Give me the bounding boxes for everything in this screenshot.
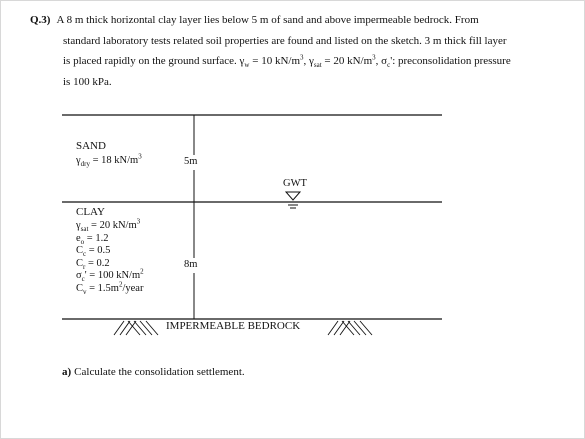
clay-preconsolidation-pressure: $\sigma_c' = 100$ $kN/m^2$ [76,267,144,284]
sand-thickness-label: 5m [184,156,198,167]
part-a-text: Calculate the consolidation settlement. [74,366,245,378]
part-a-question [62,366,245,378]
soil-profile-diagram [62,110,446,350]
gwt-label: GWT [283,178,307,189]
sand-unit-weight: $\gamma_{dry} = 18$ $kN/m^3$ [76,152,142,169]
question-number: Q.3) [30,14,51,26]
bedrock-hatch-right [328,321,372,335]
question-line-4: is 100 kPa. [63,75,112,88]
clay-consolidation-coefficient: $C_v$ = $1.5m^2$/year [76,280,144,296]
question-line-2: standard laboratory tests related soil properties are found and listed on the sketch. 3 m thick fill layer [63,34,507,47]
question-line-3: is placed rapidly on the ground surface. $\gamma_w = 10$ $kN/m^3$, $\gamma_{sat} = 20$ $kN/m^3$, $\sigma_c'$: preconsolidation pressure [63,53,511,70]
clay-thickness-label: 8m [184,259,198,270]
sand-label: SAND [76,140,106,152]
clay-recompression-index: $C_r = 0.2$ [76,257,110,271]
clay-label: CLAY [76,206,105,218]
bedrock-hatch-left [114,321,158,335]
question-text [30,10,560,92]
clay-compression-index: $C_c = 0.5$ [76,245,111,259]
part-a-letter: a) [62,366,72,378]
bedrock-label: IMPERMEABLE BEDROCK [166,320,301,332]
question-line-1: Q.3) A 8 m thick horizontal clay layer lies below 5 m of sand and above impermeable bedrock. From [30,14,479,26]
clay-unit-weight: $\gamma_{sat} = 20$ $kN/m^3$ [76,217,141,234]
gwt-triangle-icon [286,192,300,200]
clay-void-ratio: $e_o = 1.2$ [76,232,109,246]
